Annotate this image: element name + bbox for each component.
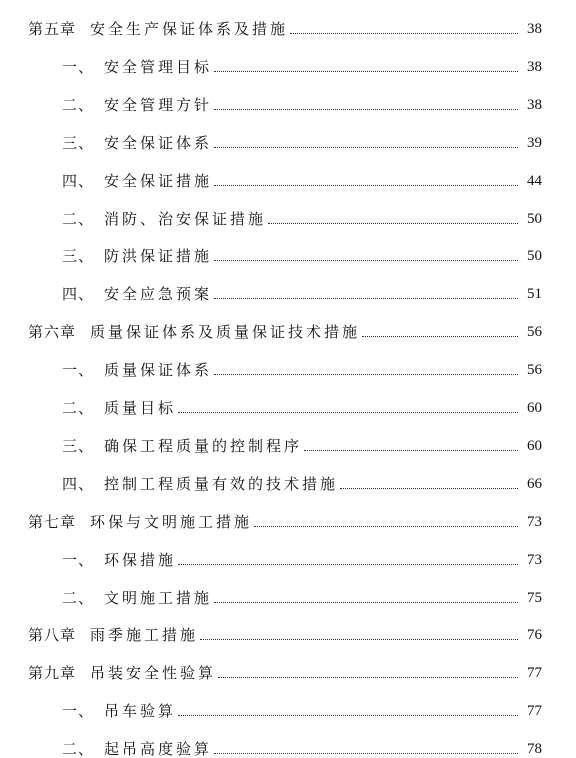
- toc-entry-title: 文明施工措施: [104, 588, 213, 607]
- toc-entry-section[interactable]: [0, 581, 576, 607]
- toc-entry-page-number: 60: [527, 437, 542, 454]
- toc-entry-page-number: 56: [527, 362, 542, 379]
- dot-leader: [178, 715, 518, 716]
- dot-leader: [214, 602, 518, 603]
- toc-entry-section[interactable]: [0, 88, 576, 114]
- toc-entry-title: 安全管理方针: [104, 95, 213, 114]
- toc-entry-title: 消防、治安保证措施: [104, 209, 267, 228]
- toc-entry-title: 防洪保证措施: [104, 247, 213, 266]
- toc-entry-page-number: 38: [527, 58, 542, 75]
- toc-entry-number: 一、: [62, 361, 95, 380]
- toc-entry-title: 安全保证措施: [104, 171, 213, 190]
- toc-entry-section[interactable]: [0, 429, 576, 455]
- toc-entry-number: 二、: [62, 399, 95, 417]
- toc-entry-number: 二、: [62, 740, 95, 758]
- toc-entry-page-number: 73: [527, 551, 542, 568]
- toc-entry-section[interactable]: [0, 202, 576, 228]
- toc-entry-number: 三、: [62, 247, 95, 266]
- toc-entry-title: 质量保证体系及质量保证技术措施: [90, 323, 361, 342]
- toc-entry-page-number: 66: [527, 475, 542, 492]
- toc-entry-title: 雨季施工措施: [90, 626, 199, 645]
- toc-entry-section[interactable]: [0, 126, 576, 152]
- toc-entry-section[interactable]: [0, 391, 576, 417]
- dot-leader: [214, 374, 518, 375]
- toc-entry-page-number: 77: [527, 665, 542, 682]
- toc-entry-chapter[interactable]: [0, 656, 576, 682]
- dot-leader: [214, 298, 518, 299]
- toc-entry-number: 第七章: [28, 512, 77, 531]
- toc-entry-title: 吊车验算: [104, 702, 177, 721]
- toc-entry-page-number: 56: [527, 324, 542, 341]
- dot-leader: [214, 71, 518, 72]
- toc-entry-page-number: 38: [527, 21, 542, 37]
- toc-entry-section[interactable]: [0, 353, 576, 379]
- dot-leader: [362, 336, 518, 337]
- toc-entry-number: 二、: [62, 588, 95, 607]
- dot-leader: [214, 109, 518, 110]
- dot-leader: [214, 753, 518, 754]
- toc-entry-number: 第六章: [28, 323, 77, 342]
- toc-entry-page-number: 73: [527, 513, 542, 530]
- toc-entry-chapter[interactable]: [0, 315, 576, 341]
- toc-entry-page-number: 78: [527, 741, 542, 758]
- toc-entry-title: 安全应急预案: [104, 285, 213, 304]
- toc-entry-section[interactable]: [0, 164, 576, 190]
- toc-entry-number: 四、: [62, 171, 95, 190]
- toc-entry-section[interactable]: [0, 694, 576, 720]
- toc-entry-title: 环保与文明施工措施: [90, 512, 253, 531]
- toc-entry-section[interactable]: [0, 239, 576, 265]
- toc-entry-page-number: 39: [527, 134, 542, 151]
- toc-entry-title: 起吊高度验算: [104, 740, 213, 758]
- dot-leader: [214, 147, 518, 148]
- toc-entry-title: 安全保证体系: [104, 133, 213, 152]
- toc-entry-page-number: 50: [527, 248, 542, 265]
- toc-entry-title: 质量保证体系: [104, 361, 213, 380]
- toc-entry-section[interactable]: [0, 277, 576, 303]
- toc-entry-number: 二、: [62, 209, 95, 228]
- toc-entry-number: 一、: [62, 550, 95, 569]
- toc-entry-number: 第八章: [28, 626, 77, 645]
- toc-entry-page-number: 60: [527, 400, 542, 416]
- toc-entry-page-number: 76: [527, 627, 542, 644]
- toc-entry-number: 四、: [62, 285, 95, 304]
- toc-entry-title: 安全管理目标: [104, 57, 213, 76]
- toc-entry-page-number: 77: [527, 703, 542, 720]
- toc-entry-section[interactable]: [0, 467, 576, 493]
- dot-leader: [254, 526, 518, 527]
- dot-leader: [178, 564, 518, 565]
- dot-leader: [218, 677, 518, 678]
- toc-entry-page-number: 44: [527, 172, 542, 189]
- toc-entry-section[interactable]: [0, 50, 576, 76]
- dot-leader: [214, 185, 518, 186]
- toc-entry-page-number: 51: [527, 286, 542, 303]
- toc-entry-title: 安全生产保证体系及措施: [90, 20, 289, 38]
- toc-entry-title: 质量目标: [104, 399, 177, 417]
- toc-entry-title: 吊装安全性验算: [90, 664, 217, 683]
- toc-entry-number: 第九章: [28, 664, 77, 683]
- toc-entry-number: 三、: [62, 133, 95, 152]
- dot-leader: [200, 639, 518, 640]
- dot-leader: [178, 412, 518, 413]
- toc-entry-number: 二、: [62, 95, 95, 114]
- dot-leader: [214, 260, 518, 261]
- toc-entry-section[interactable]: [0, 543, 576, 569]
- dot-leader: [340, 488, 518, 489]
- toc-entry-chapter[interactable]: [0, 618, 576, 644]
- toc-entry-title: 确保工程质量的控制程序: [104, 436, 303, 455]
- dot-leader: [290, 33, 518, 34]
- toc-entry-chapter[interactable]: [0, 12, 576, 38]
- toc-entry-title: 环保措施: [104, 550, 177, 569]
- toc-entry-number: 一、: [62, 57, 95, 76]
- toc-entry-section[interactable]: [0, 732, 576, 758]
- toc-entry-page-number: 75: [527, 589, 542, 606]
- toc-entry-number: 第五章: [28, 20, 77, 38]
- toc-entry-number: 一、: [62, 702, 95, 721]
- toc-entry-chapter[interactable]: [0, 505, 576, 531]
- toc-entry-number: 四、: [62, 474, 95, 493]
- toc-entry-title: 控制工程质量有效的技术措施: [104, 474, 339, 493]
- toc-entry-number: 三、: [62, 436, 95, 455]
- dot-leader: [268, 223, 518, 224]
- toc-entry-page-number: 50: [527, 210, 542, 227]
- toc-entry-page-number: 38: [527, 96, 542, 113]
- dot-leader: [304, 450, 518, 451]
